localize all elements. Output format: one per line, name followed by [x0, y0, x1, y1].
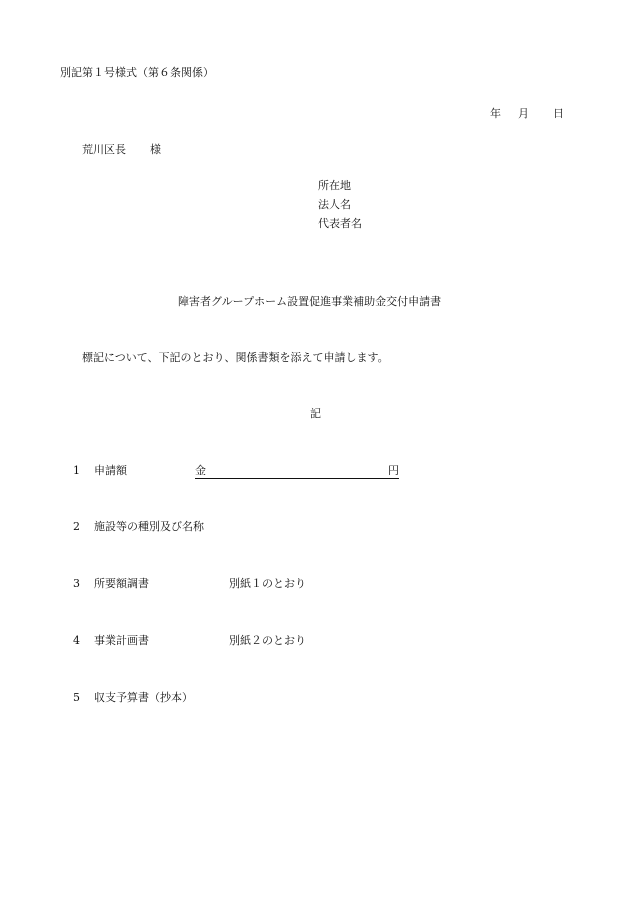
addressee-honorific: 様 — [150, 143, 161, 156]
item-business-plan-value: 別紙２のとおり — [229, 634, 306, 647]
item-label: 事業計画書 — [94, 634, 149, 647]
date-year-label: 年 — [490, 107, 501, 120]
applicant-block — [318, 179, 362, 236]
applicant-corporation-label: 法人名 — [318, 198, 351, 211]
item-number: 4 — [73, 634, 80, 647]
item-facility-type — [73, 520, 204, 534]
item-number: 1 — [73, 464, 80, 477]
item-cost-statement-value: 別紙１のとおり — [229, 577, 306, 590]
item-label: 所要額調書 — [94, 577, 149, 590]
item-number: 5 — [73, 691, 80, 704]
amount-suffix: 円 — [388, 464, 399, 477]
date-day-label: 日 — [553, 107, 564, 120]
document-title: 障害者グループホーム設置促進事業補助金交付申請書 — [178, 295, 442, 308]
item-application-amount — [73, 464, 127, 478]
applicant-location-label: 所在地 — [318, 179, 351, 192]
item-label: 収支予算書（抄本） — [94, 691, 193, 704]
addressee-name: 荒川区長 — [82, 143, 126, 156]
date-line — [490, 107, 564, 121]
ki-heading: 記 — [310, 407, 321, 420]
item-cost-statement — [73, 577, 149, 591]
item-number: 2 — [73, 520, 80, 533]
item-label: 申請額 — [94, 464, 127, 477]
item-number: 3 — [73, 577, 80, 590]
amount-prefix: 金 — [195, 464, 206, 477]
body-text: 標記について、下記のとおり、関係書類を添えて申請します。 — [82, 351, 389, 364]
item-label: 施設等の種別及び名称 — [94, 520, 204, 533]
applicant-representative-label: 代表者名 — [318, 217, 362, 230]
date-month-label: 月 — [518, 107, 529, 120]
item-business-plan — [73, 634, 149, 648]
amount-field — [195, 464, 399, 479]
form-label: 別記第１号様式（第６条関係） — [60, 66, 214, 79]
item-budget — [73, 691, 193, 705]
addressee — [82, 143, 161, 157]
